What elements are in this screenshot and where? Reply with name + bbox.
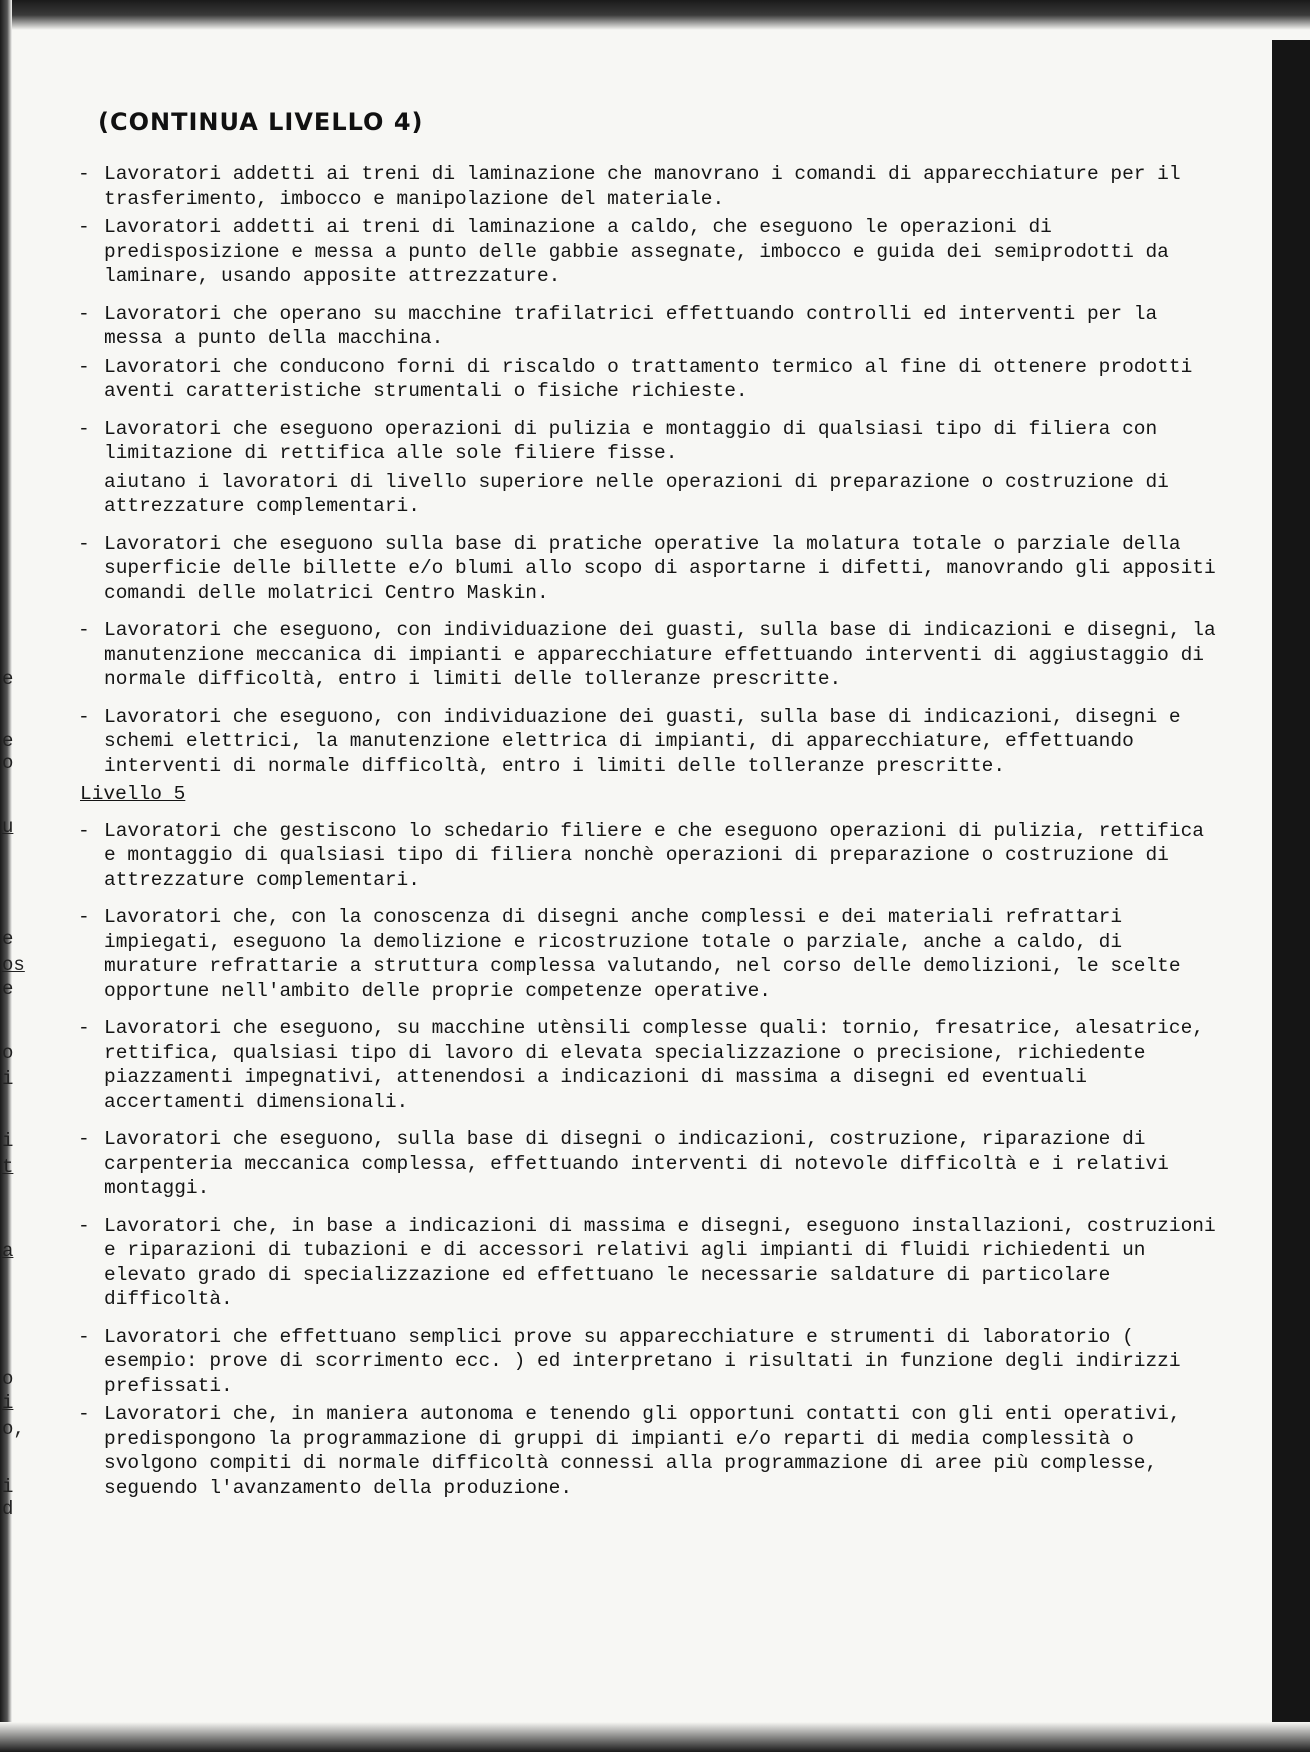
list-item: aiutano i lavoratori di livello superiore nelle operazioni di preparazione o costruzione di attrezzature complementari.: [104, 470, 1169, 517]
handwritten-header: (CONTINUA LIVELLO 4): [98, 108, 424, 136]
scan-bottom-edge: [0, 1722, 1310, 1752]
list-item: - Lavoratori che eseguono, con individuazione dei guasti, sulla base di indicazioni, disegni e schemi elettrici, la manutenzione elettrica di impianti, di apparecchiature, effettuando interventi di normale difficoltà, entro i limiti delle tolleranze prescritte.: [78, 705, 1181, 777]
list-item: - Lavoratori che gestiscono lo schedario filiere e che eseguono operazioni di pulizia, rettifica e montaggio di qualsiasi tipo di filiera nonchè operazioni di preparazione o costruzione di attrezzature complementari.: [78, 819, 1204, 891]
list-item: - Lavoratori che eseguono operazioni di pulizia e montaggio di qualsiasi tipo di filiera con limitazione di rettifica alle sole filiere fisse.: [78, 417, 1158, 464]
list-item: - Lavoratori che, in base a indicazioni di massima e disegni, eseguono installazioni, costruzioni e riparazioni di tubazioni e di accessori relativi agli impianti di fluidi richiedenti un elevato grado di specializzazione ed effettuano le necessarie saldature di particolare difficoltà.: [78, 1214, 1216, 1310]
margin-fragment: i: [2, 1068, 14, 1090]
margin-fragment: e: [2, 978, 14, 1000]
margin-fragment: e: [2, 928, 14, 950]
list-item: - Lavoratori che eseguono sulla base di pratiche operative la molatura totale o parziale della superficie delle billette e/o blumi allo scopo di asportarne i difetti, manovrando gli appositi comandi delle molatrici Centro Maskin.: [78, 532, 1216, 604]
list-item: - Lavoratori che, in maniera autonoma e tenendo gli opportuni contatti con gli enti operativi, predispongono la programmazione di gruppi di impianti e/o reparti di media complessità o svolgono compiti di normale difficoltà connessi alla programmazione di aree più complesse, seguendo l'avanzamento della produzione.: [78, 1403, 1181, 1499]
list-item: - Lavoratori che effettuano semplici prove su apparecchiature e strumenti di laboratorio ( esempio: prove di scorrimento ecc. ) ed interpretano i risultati in funzione degli indirizzi prefissati.: [78, 1325, 1181, 1397]
margin-fragment: i d: [2, 1476, 14, 1520]
margin-fragment: o,: [2, 1418, 25, 1440]
margin-fragment: e: [2, 730, 14, 752]
scan-top-shadow: [0, 0, 1310, 30]
list-item: - Lavoratori addetti ai treni di laminazione che manovrano i comandi di apparecchiature per il trasferimento, imbocco e manipolazione del materiale.: [78, 163, 1181, 210]
list-item: - Lavoratori addetti ai treni di laminazione a caldo, che eseguono le operazioni di predisposizione e messa a punto delle gabbie assegnate, imbocco e guida dei semiprodotti da laminare, usando apposite attrezzature.: [78, 216, 1169, 287]
section-heading-level-5: Livello 5: [80, 783, 186, 805]
list-item: - Lavoratori che eseguono, con individuazione dei guasti, sulla base di indicazioni e disegni, la manutenzione meccanica di impianti e apparecchiature effettuando interventi di aggiustaggio di normale difficoltà, entro i limiti delle tolleranze prescritte.: [78, 619, 1216, 690]
margin-fragment: u: [2, 816, 14, 838]
list-item: - Lavoratori che, con la conoscenza di disegni anche complessi e dei materiali refrattari impiegati, eseguono la demolizione e ricostruzione totale o parziale, anche a caldo, di murature refrattarie a struttura complessa valutando, nel corso delle demolizioni, le scelte opportune nell'ambito delle proprie competenze operative.: [78, 906, 1181, 1002]
list-item: - Lavoratori che eseguono, su macchine utènsili complesse quali: tornio, fresatrice, alesatrice, rettifica, qualsiasi tipo di lavoro di elevata specializzazione o precisione, richiedente piazzamenti impegnativi, attenendosi a indicazioni di massima a disegni ed eventuali accertamenti dimensionali.: [78, 1017, 1204, 1113]
margin-fragment: o: [2, 752, 14, 774]
margin-fragment: i: [2, 1130, 14, 1152]
document-body: [78, 162, 1218, 1513]
margin-fragment: e: [2, 668, 14, 690]
margin-fragment: i: [2, 1392, 14, 1414]
scan-right-edge: [1272, 40, 1310, 1752]
list-item: - Lavoratori che eseguono, sulla base di disegni o indicazioni, costruzione, riparazione di carpenteria meccanica complessa, effettuando interventi di notevole difficoltà e i relativi montaggi.: [78, 1128, 1169, 1199]
margin-fragment: o: [2, 1042, 14, 1064]
margin-fragment: a: [2, 1240, 14, 1262]
left-margin-fragments: [0, 0, 30, 1752]
margin-fragment: t: [2, 1156, 14, 1178]
margin-fragment: os: [2, 954, 25, 976]
list-item: - Lavoratori che operano su macchine trafilatrici effettuando controlli ed interventi per la messa a punto della macchina.: [78, 302, 1158, 349]
margin-fragment: o: [2, 1368, 14, 1390]
list-item: - Lavoratori che conducono forni di riscaldo o trattamento termico al fine di ottenere prodotti aventi caratteristiche strumentali o fisiche richieste.: [78, 355, 1193, 402]
